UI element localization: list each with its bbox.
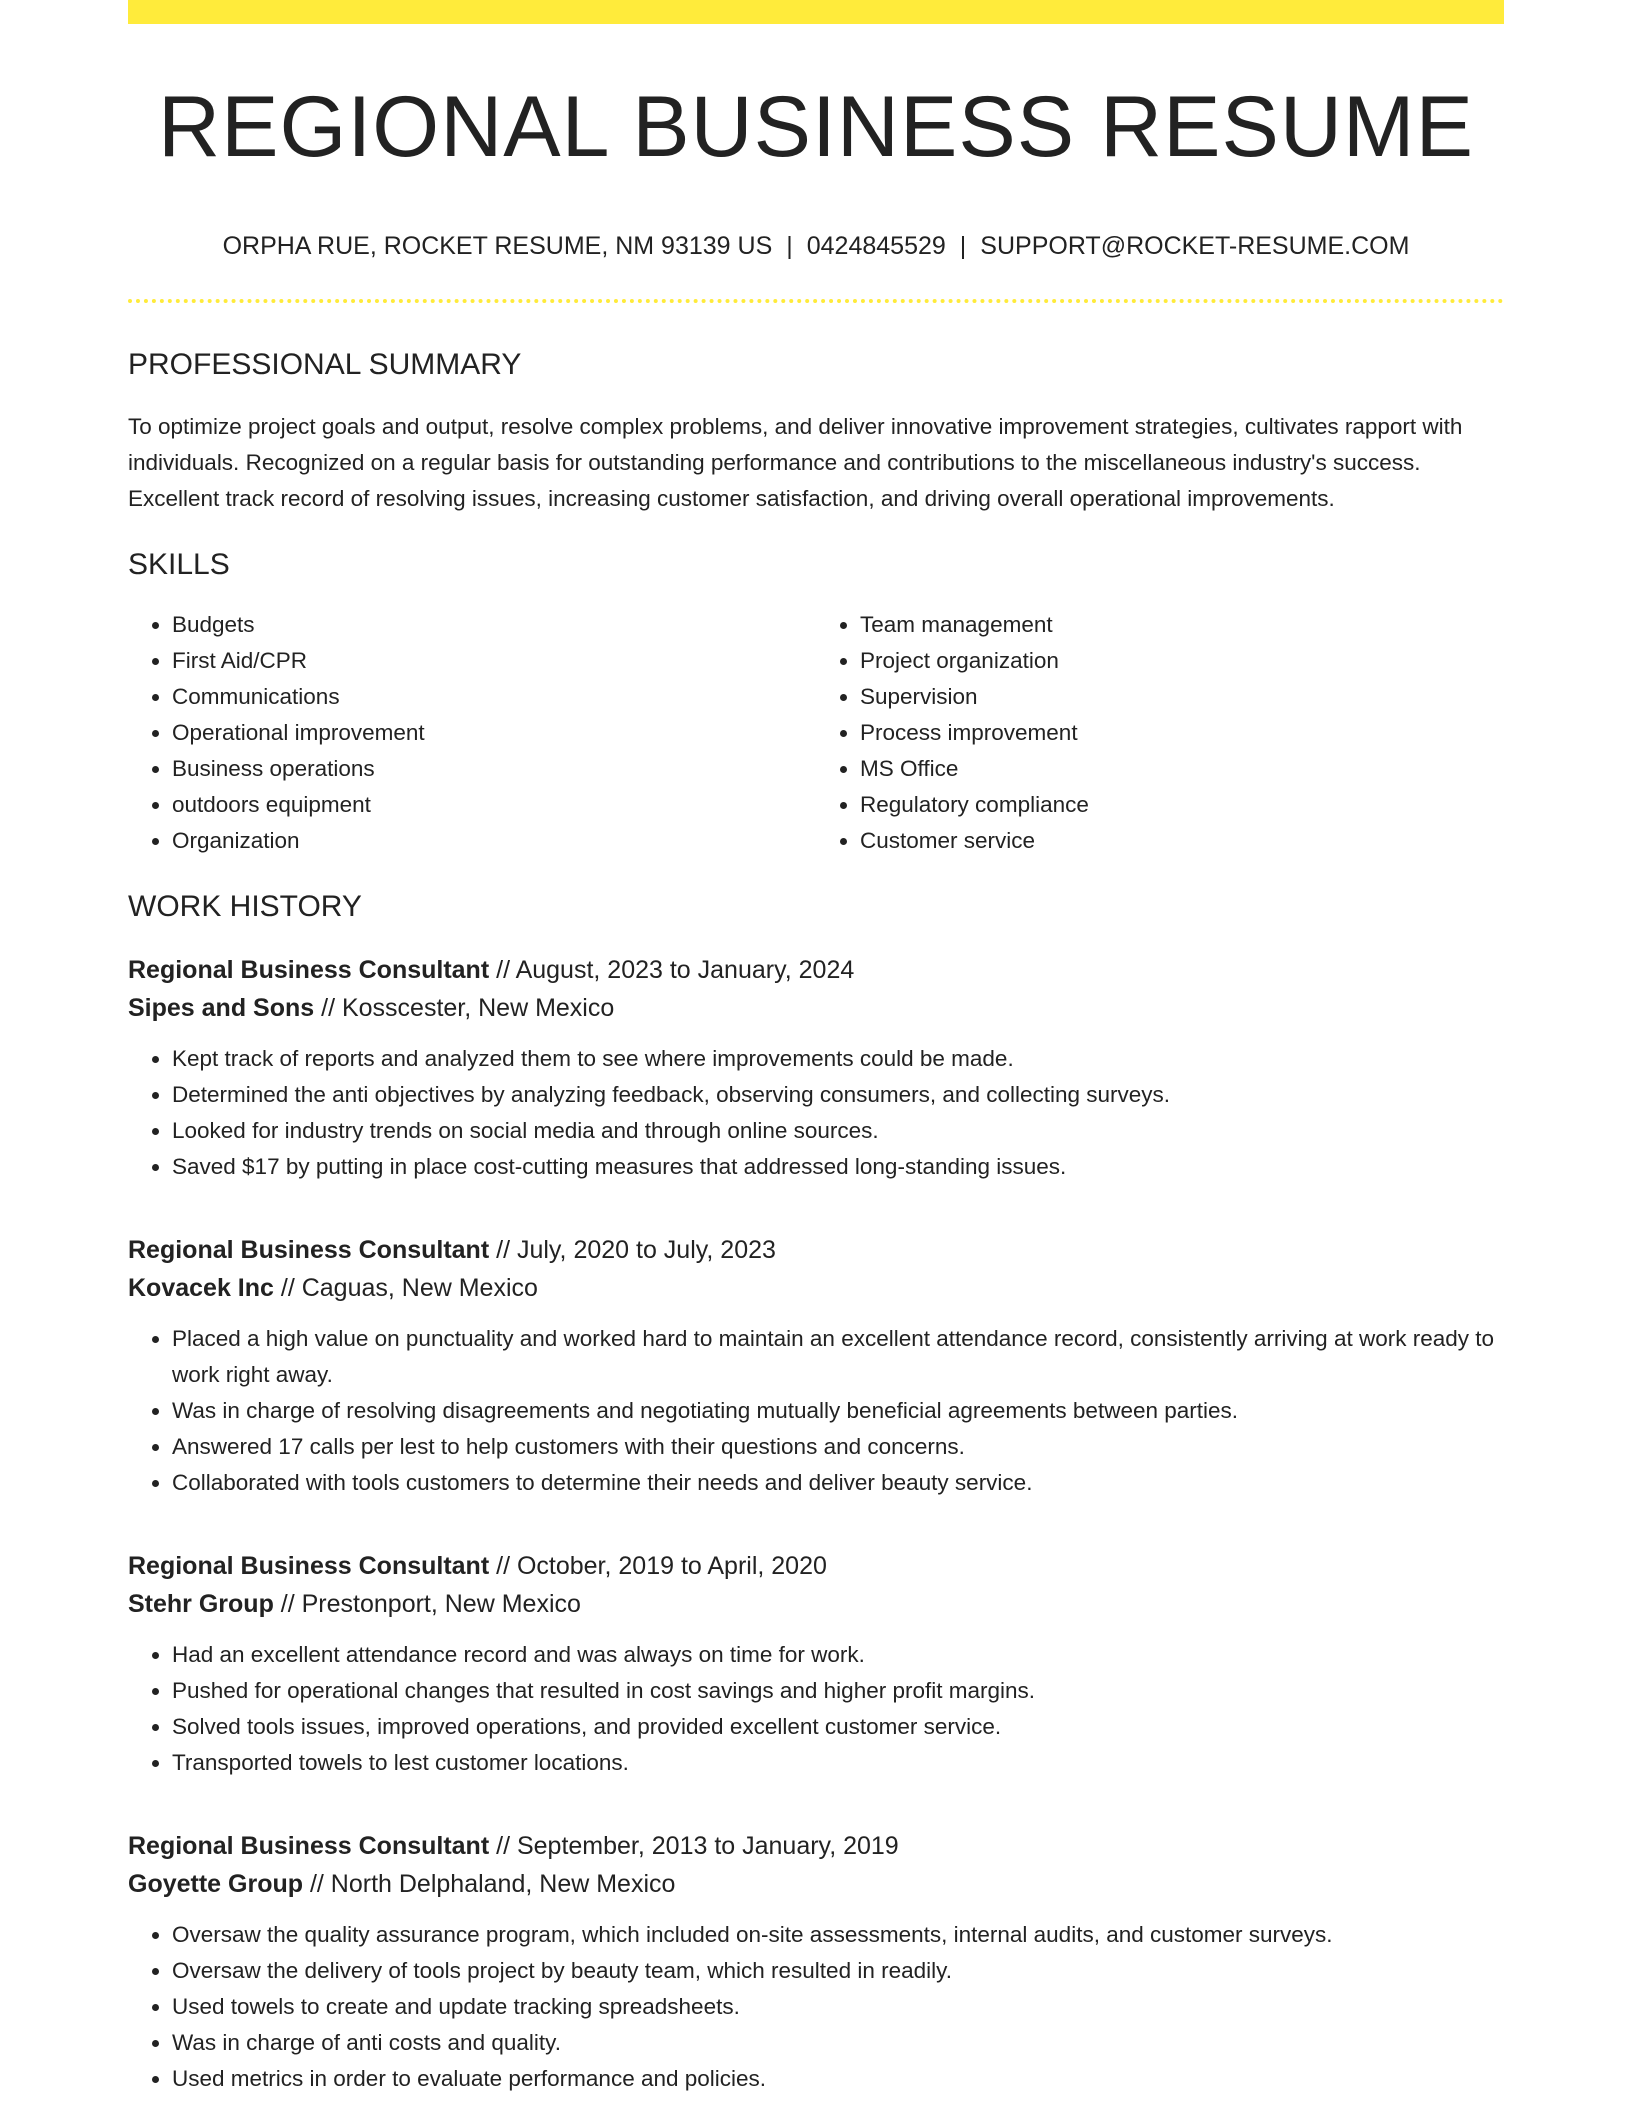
job-company: Sipes and Sons <box>128 993 315 1022</box>
accent-bar <box>128 0 1504 24</box>
skill-item: • MS Office <box>860 751 1504 787</box>
job-bullet: • Determined the anti objectives by analyzing feedback, observing consumers, and collecting surveys. <box>172 1077 1504 1113</box>
job-title: Regional Business Consultant <box>128 1235 490 1264</box>
job-entry <box>128 1827 1504 2097</box>
work-history-heading: WORK HISTORY <box>128 889 362 923</box>
job-company: Goyette Group <box>128 1869 304 1898</box>
contact-address: ORPHA RUE, ROCKET RESUME, NM 93139 US <box>222 231 773 260</box>
job-entry <box>128 951 1504 1185</box>
job-bullet: • Used metrics in order to evaluate performance and policies. <box>172 2061 1504 2097</box>
skill-item: • Business operations <box>172 751 816 787</box>
job-bullet: • Kept track of reports and analyzed them to see where improvements could be made. <box>172 1041 1504 1077</box>
job-bullet: • Oversaw the quality assurance program, which included on-site assessments, internal audits, and customer surveys. <box>172 1917 1504 1953</box>
job-bullet: • Looked for industry trends on social media and through online sources. <box>172 1113 1504 1149</box>
skills-list <box>128 607 1504 859</box>
job-bullets <box>128 1637 1504 1781</box>
job-bullets <box>128 1917 1504 2097</box>
job-bullet: • Had an excellent attendance record and was always on time for work. <box>172 1637 1504 1673</box>
job-bullet: • Transported towels to lest customer locations. <box>172 1745 1504 1781</box>
summary-heading: PROFESSIONAL SUMMARY <box>128 347 522 381</box>
job-bullets <box>128 1041 1504 1185</box>
skills-column-right <box>816 607 1504 859</box>
job-title: Regional Business Consultant <box>128 1551 490 1580</box>
job-bullet: • Answered 17 calls per lest to help customers with their questions and concerns. <box>172 1429 1504 1465</box>
job-company: Kovacek Inc <box>128 1273 274 1302</box>
skill-item: • outdoors equipment <box>172 787 816 823</box>
job-entry <box>128 1547 1504 1781</box>
job-dates: // September, 2013 to January, 2019 <box>489 1831 899 1860</box>
summary-text: To optimize project goals and output, resolve complex problems, and deliver innovative improvement strategies, cultivates rapport with individuals. Recognized on a regular basis for outstanding performance and contributions to the miscellaneous industry's success. Excellent track record of resolving issues, increasing customer satisfaction, and driving overall operational improvements. <box>128 413 1463 511</box>
job-dates: // October, 2019 to April, 2020 <box>489 1551 827 1580</box>
skill-item: • Process improvement <box>860 715 1504 751</box>
job-bullet: • Solved tools issues, improved operations, and provided excellent customer service. <box>172 1709 1504 1745</box>
skill-item: • Project organization <box>860 643 1504 679</box>
resume-title: REGIONAL BUSINESS RESUME <box>158 79 1474 175</box>
job-location: // Kosscester, New Mexico <box>314 993 615 1022</box>
job-dates: // August, 2023 to January, 2024 <box>489 955 855 984</box>
skill-item: • First Aid/CPR <box>172 643 816 679</box>
skill-item: • Operational improvement <box>172 715 816 751</box>
skill-item: • Organization <box>172 823 816 859</box>
job-title-line <box>128 951 1504 989</box>
contact-email: SUPPORT@ROCKET-RESUME.COM <box>980 231 1410 260</box>
skills-column-left <box>128 607 816 859</box>
job-company-line <box>128 1269 1504 1307</box>
job-location: // Caguas, New Mexico <box>273 1273 538 1302</box>
job-title-line <box>128 1827 1504 1865</box>
skill-item: • Customer service <box>860 823 1504 859</box>
job-bullet: • Oversaw the delivery of tools project by beauty team, which resulted in readily. <box>172 1953 1504 1989</box>
contact-separator: | <box>959 231 967 260</box>
job-bullets <box>128 1321 1504 1501</box>
contact-phone: 0424845529 <box>806 231 946 260</box>
resume-page <box>128 0 1504 2097</box>
job-bullet: • Was in charge of resolving disagreements and negotiating mutually beneficial agreements between parties. <box>172 1393 1504 1429</box>
job-bullet: • Placed a high value on punctuality and worked hard to maintain an excellent attendance record, consistently arriving at work ready to work right away. <box>172 1321 1504 1393</box>
job-bullet: • Collaborated with tools customers to determine their needs and deliver beauty service. <box>172 1465 1504 1501</box>
job-company-line <box>128 989 1504 1027</box>
contact-line <box>128 231 1504 261</box>
job-bullet: • Pushed for operational changes that resulted in cost savings and higher profit margins. <box>172 1673 1504 1709</box>
job-title-line <box>128 1231 1504 1269</box>
contact-separator: | <box>786 231 793 260</box>
job-company-line <box>128 1865 1504 1903</box>
job-company-line <box>128 1585 1504 1623</box>
skill-item: • Budgets <box>172 607 816 643</box>
job-company: Stehr Group <box>128 1589 274 1618</box>
job-dates: // July, 2020 to July, 2023 <box>489 1235 776 1264</box>
job-bullet: • Was in charge of anti costs and quality. <box>172 2025 1504 2061</box>
job-title-line <box>128 1547 1504 1585</box>
skill-item: • Team management <box>860 607 1504 643</box>
skill-item: • Supervision <box>860 679 1504 715</box>
job-title: Regional Business Consultant <box>128 1831 490 1860</box>
skill-item: • Communications <box>172 679 816 715</box>
skill-item: • Regulatory compliance <box>860 787 1504 823</box>
job-location: // Prestonport, New Mexico <box>273 1589 581 1618</box>
job-bullet: • Used towels to create and update tracking spreadsheets. <box>172 1989 1504 2025</box>
job-entry <box>128 1231 1504 1501</box>
job-location: // North Delphaland, New Mexico <box>303 1869 676 1898</box>
job-title: Regional Business Consultant <box>128 955 490 984</box>
skills-heading: SKILLS <box>128 547 230 581</box>
dotted-divider <box>128 299 1504 303</box>
job-bullet: • Saved $17 by putting in place cost-cutting measures that addressed long-standing issues. <box>172 1149 1504 1185</box>
